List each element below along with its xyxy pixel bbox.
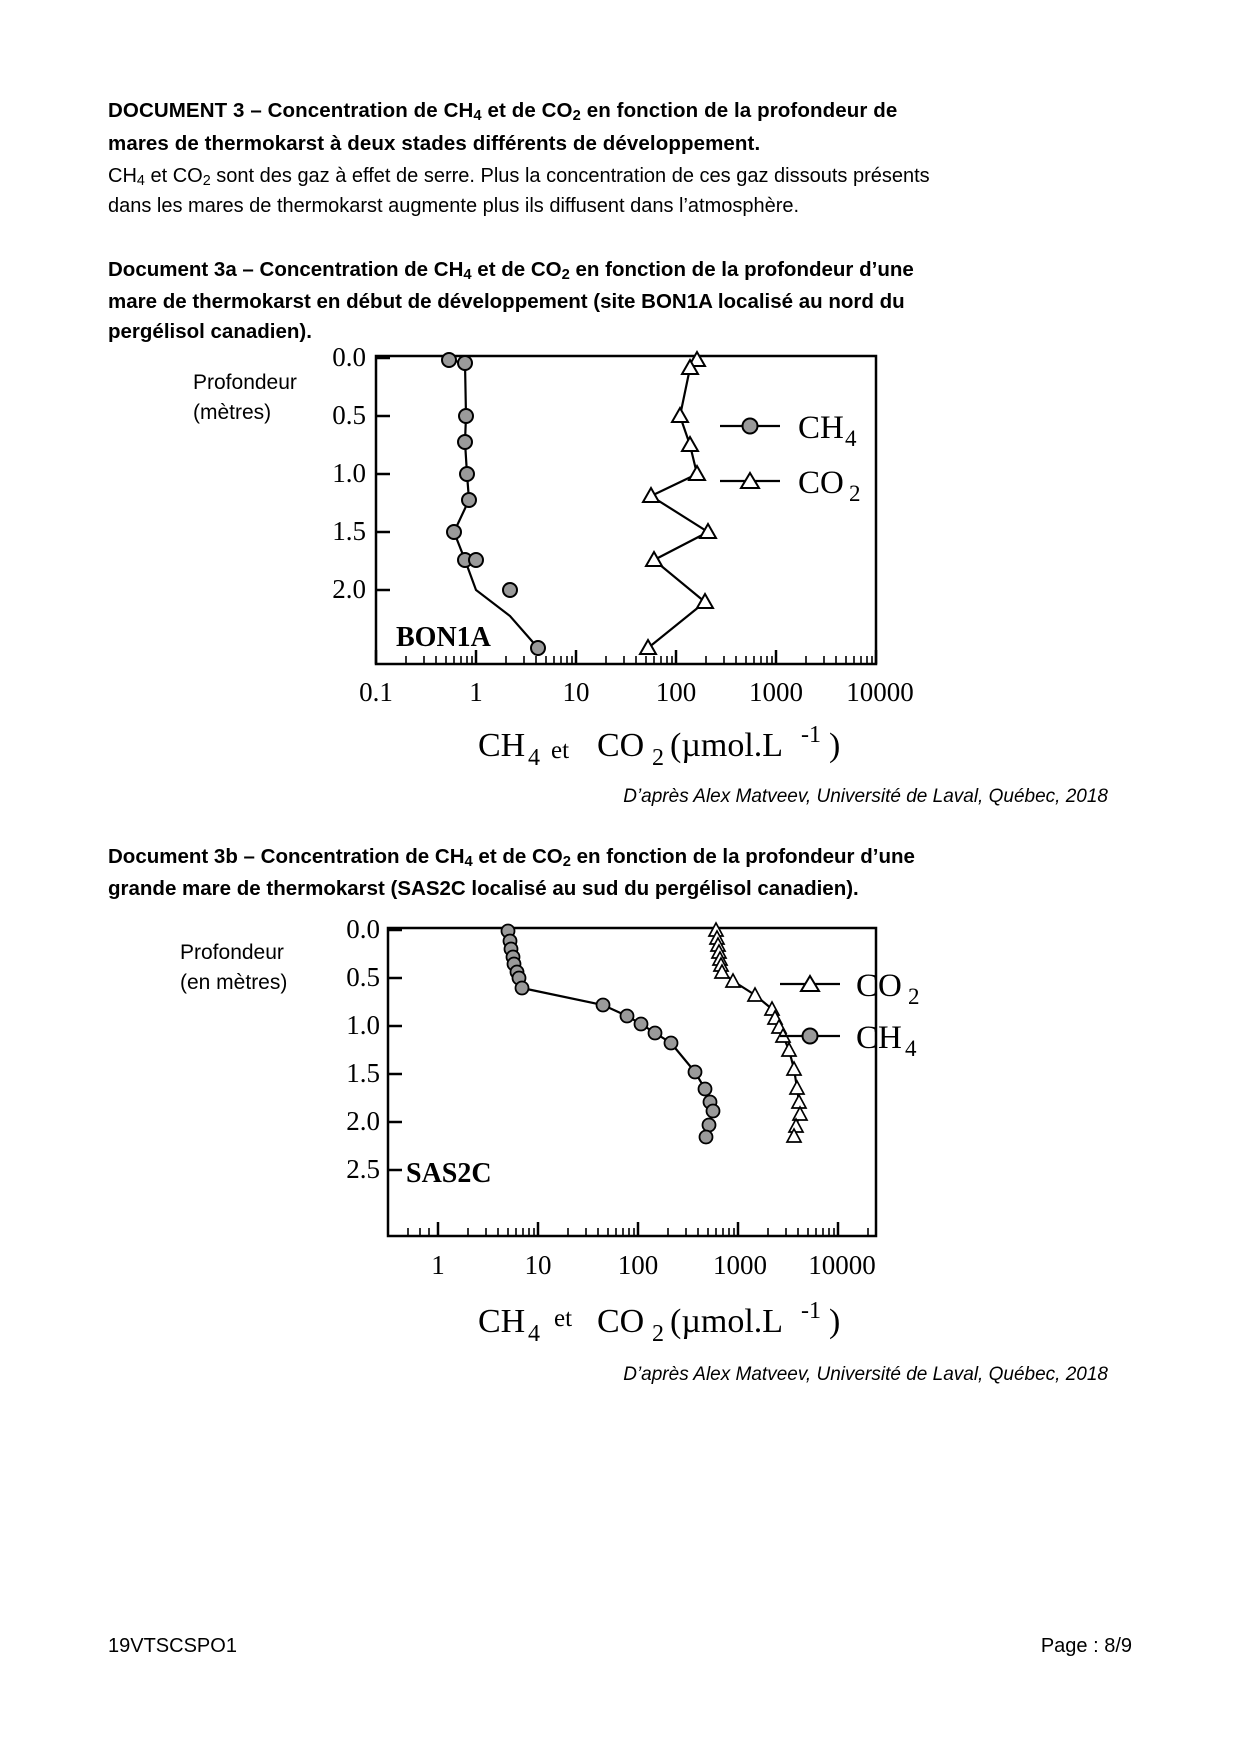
- svg-text:2.5: 2.5: [346, 1153, 380, 1184]
- svg-text:1.5: 1.5: [346, 1057, 380, 1088]
- svg-text:10: 10: [524, 1249, 552, 1280]
- svg-text:2: 2: [652, 1320, 664, 1347]
- figure-b-ylabel-line1: Profondeur: [180, 940, 284, 964]
- svg-text:100: 100: [617, 1249, 659, 1280]
- svg-text:10000: 10000: [846, 677, 914, 708]
- page-footer: [108, 1635, 1132, 1658]
- svg-text:4: 4: [528, 1320, 540, 1347]
- svg-text:): ): [829, 727, 841, 765]
- svg-text:(µmol.L: (µmol.L: [670, 1302, 784, 1340]
- svg-text:CH: CH: [478, 1302, 526, 1340]
- svg-text:2: 2: [908, 983, 920, 1009]
- svg-text:2.0: 2.0: [332, 574, 366, 605]
- svg-text:2.0: 2.0: [346, 1105, 380, 1136]
- svg-text:1: 1: [431, 1249, 445, 1280]
- svg-text:CH: CH: [478, 727, 526, 765]
- figure-a-ylabel-line1: Profondeur: [193, 371, 297, 395]
- svg-text:CO: CO: [856, 967, 902, 1004]
- svg-text:0.5: 0.5: [332, 400, 366, 431]
- svg-text:0.0: 0.0: [332, 346, 366, 373]
- svg-text:2: 2: [652, 745, 664, 772]
- figure-a-site-label: BON1A: [396, 622, 491, 654]
- document-title-block: [108, 96, 1132, 158]
- figure-b-xlabel: [478, 1298, 840, 1347]
- svg-text:1.0: 1.0: [346, 1009, 380, 1040]
- intro-line1: $CH_4$ et $CO_2$ sont des gaz à effet de serre. Plus la concentration de ces gaz dissouts présents: [108, 165, 930, 190]
- footer-code: 19VTSCSPO1: [108, 1635, 237, 1657]
- svg-text:1: 1: [469, 677, 483, 708]
- footer-page-number: Page : 8/9: [1040, 1635, 1132, 1657]
- svg-text:4: 4: [905, 1035, 917, 1061]
- figure-a-legend: [720, 410, 861, 506]
- subtitle-3a-line3: pergélisol canadien).: [108, 319, 312, 343]
- credit-figure-a: D’après Alex Matveev, Université de Laval, Québec, 2018: [623, 786, 1108, 808]
- svg-text:CO: CO: [798, 465, 844, 502]
- svg-text:2: 2: [849, 481, 861, 507]
- figure-b-legend: [780, 968, 920, 1061]
- svg-text:CH: CH: [798, 410, 844, 447]
- svg-text:1.5: 1.5: [332, 516, 366, 547]
- svg-text:(µmol.L: (µmol.L: [670, 727, 784, 765]
- svg-text:4: 4: [528, 745, 540, 772]
- svg-text:10: 10: [562, 677, 590, 708]
- svg-text:0.0: 0.0: [346, 913, 380, 944]
- figure-a-ylabel-line2: (mètres): [193, 401, 272, 425]
- svg-text:1000: 1000: [713, 1249, 767, 1280]
- svg-text:0.1: 0.1: [359, 677, 393, 708]
- svg-text:CO: CO: [597, 1302, 645, 1340]
- svg-text:CH: CH: [856, 1019, 902, 1056]
- figure-b-ylabel-line2: (en mètres): [180, 970, 288, 994]
- svg-text:-1: -1: [801, 1297, 821, 1324]
- svg-text:-1: -1: [801, 722, 821, 749]
- svg-text:1.0: 1.0: [332, 458, 366, 489]
- intro-line2: dans les mares de thermokarst augmente plus ils diffusent dans l’atmosphère.: [108, 195, 800, 218]
- document-content: [108, 96, 1132, 1386]
- document-title-line2: mares de thermokarst à deux stades différents de développement.: [108, 132, 761, 156]
- subtitle-3a-line2: mare de thermokarst en début de développement (site BON1A localisé au nord du: [108, 289, 905, 313]
- subtitle-3a: [108, 255, 1132, 346]
- figure-b-site-label: SAS2C: [406, 1157, 492, 1189]
- figure-a-xlabel: [478, 722, 840, 771]
- document-title-line1: DOCUMENT 3 – Concentration de $CH_4$ et de $CO_2$ en fonction de la profondeur de: [108, 99, 898, 125]
- svg-text:CO: CO: [597, 727, 645, 765]
- credit-figure-b: D’après Alex Matveev, Université de Laval, Québec, 2018: [623, 1363, 1108, 1385]
- svg-text:): ): [829, 1302, 841, 1340]
- svg-text:et: et: [554, 1304, 573, 1332]
- subtitle-3b-line2: grande mare de thermokarst (SAS2C localisé au sud du pergélisol canadien).: [108, 877, 859, 901]
- figure-sas2c: [108, 914, 1132, 1364]
- figure-bon1a: [108, 346, 1132, 786]
- svg-text:0.5: 0.5: [346, 961, 380, 992]
- svg-text:100: 100: [655, 677, 697, 708]
- subtitle-3b-line1: Document 3b – Concentration de $CH_4$ et de $CO_2$ en fonction de la profondeur d’une: [108, 845, 915, 871]
- svg-text:4: 4: [845, 426, 857, 452]
- subtitle-3b: [108, 842, 1132, 903]
- svg-text:1000: 1000: [749, 677, 803, 708]
- svg-text:et: et: [551, 737, 570, 765]
- subtitle-3a-line1: Document 3a – Concentration de $CH_4$ et de $CO_2$ en fonction de la profondeur d’une: [108, 258, 914, 284]
- svg-text:10000: 10000: [808, 1249, 876, 1280]
